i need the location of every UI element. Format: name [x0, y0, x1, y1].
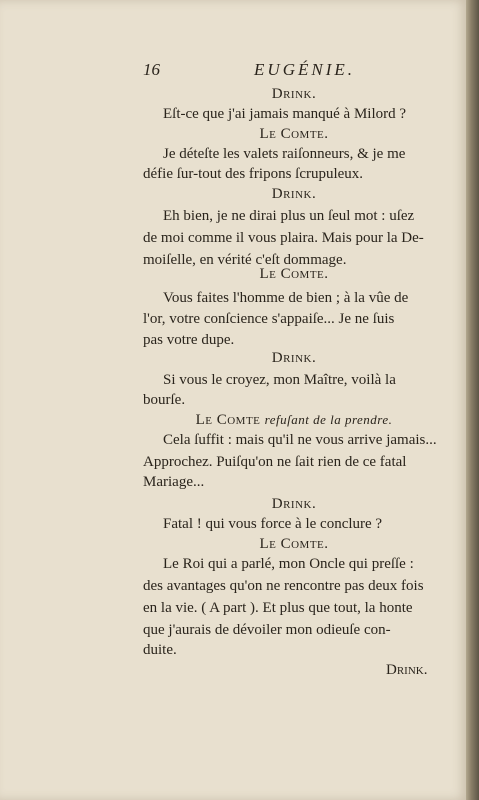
speaker-label: Drink.: [271, 86, 317, 102]
catchword: Drink.: [386, 662, 428, 678]
dialogue-line: Eh bien, je ne dirai plus un ſeul mot : uſez: [163, 208, 415, 224]
speaker-label: Drink.: [271, 186, 317, 202]
dialogue-line: que j'aurais de dévoiler mon odieuſe con-: [143, 622, 391, 638]
dialogue-line: pas votre dupe.: [143, 332, 235, 348]
dialogue-line: Le Roi qui a parlé, mon Oncle qui preſſe :: [163, 556, 414, 572]
dialogue-line: Eſt-ce que j'ai jamais manqué à Milord ?: [163, 106, 407, 122]
dialogue-line: moiſelle, en vérité c'eſt dommage.: [143, 252, 347, 268]
speaker-label: Le Comte.: [259, 126, 329, 142]
dialogue-line: Fatal ! qui vous force à le conclure ?: [163, 516, 383, 532]
speaker-label: Le Comte.: [259, 536, 329, 552]
dialogue-line: Mariage...: [143, 474, 205, 490]
stage-direction: refuſant de la prendre.: [264, 412, 393, 427]
dialogue-line: de moi comme il vous plaira. Mais pour la De-: [143, 230, 424, 246]
page-number: 16: [143, 60, 160, 79]
dialogue-line: duite.: [143, 642, 177, 658]
dialogue-line: Approchez. Puiſqu'on ne ſait rien de ce fatal: [143, 454, 407, 470]
dialogue-line: Si vous le croyez, mon Maître, voilà la: [163, 372, 396, 388]
dialogue-line: bourſe.: [143, 392, 186, 408]
dialogue-line: des avantages qu'on ne rencontre pas deux fois: [143, 578, 424, 594]
dialogue-line: Vous faites l'homme de bien ; à la vûe de: [163, 290, 409, 306]
dialogue-line: en la vie. ( A part ). Et plus que tout, la honte: [143, 600, 413, 616]
speaker-label: Le Comte.: [259, 266, 329, 282]
speaker-label: Drink.: [271, 496, 317, 512]
speaker-label: [143, 412, 445, 429]
dialogue-line: défie ſur-tout des fripons ſcrupuleux.: [143, 166, 364, 182]
dialogue-line: l'or, votre conſcience s'appaiſe... Je ne ſuis: [143, 311, 395, 327]
running-title: EUGÉNIE.: [254, 60, 355, 79]
speaker-name: Le Comte: [195, 412, 261, 428]
dialogue-line: Cela ſuffit : mais qu'il ne vous arrive jamais...: [163, 432, 437, 448]
running-header: [143, 60, 355, 82]
dialogue-line: Je déteſte les valets raiſonneurs, & je me: [163, 146, 406, 162]
speaker-label: Drink.: [271, 350, 317, 366]
